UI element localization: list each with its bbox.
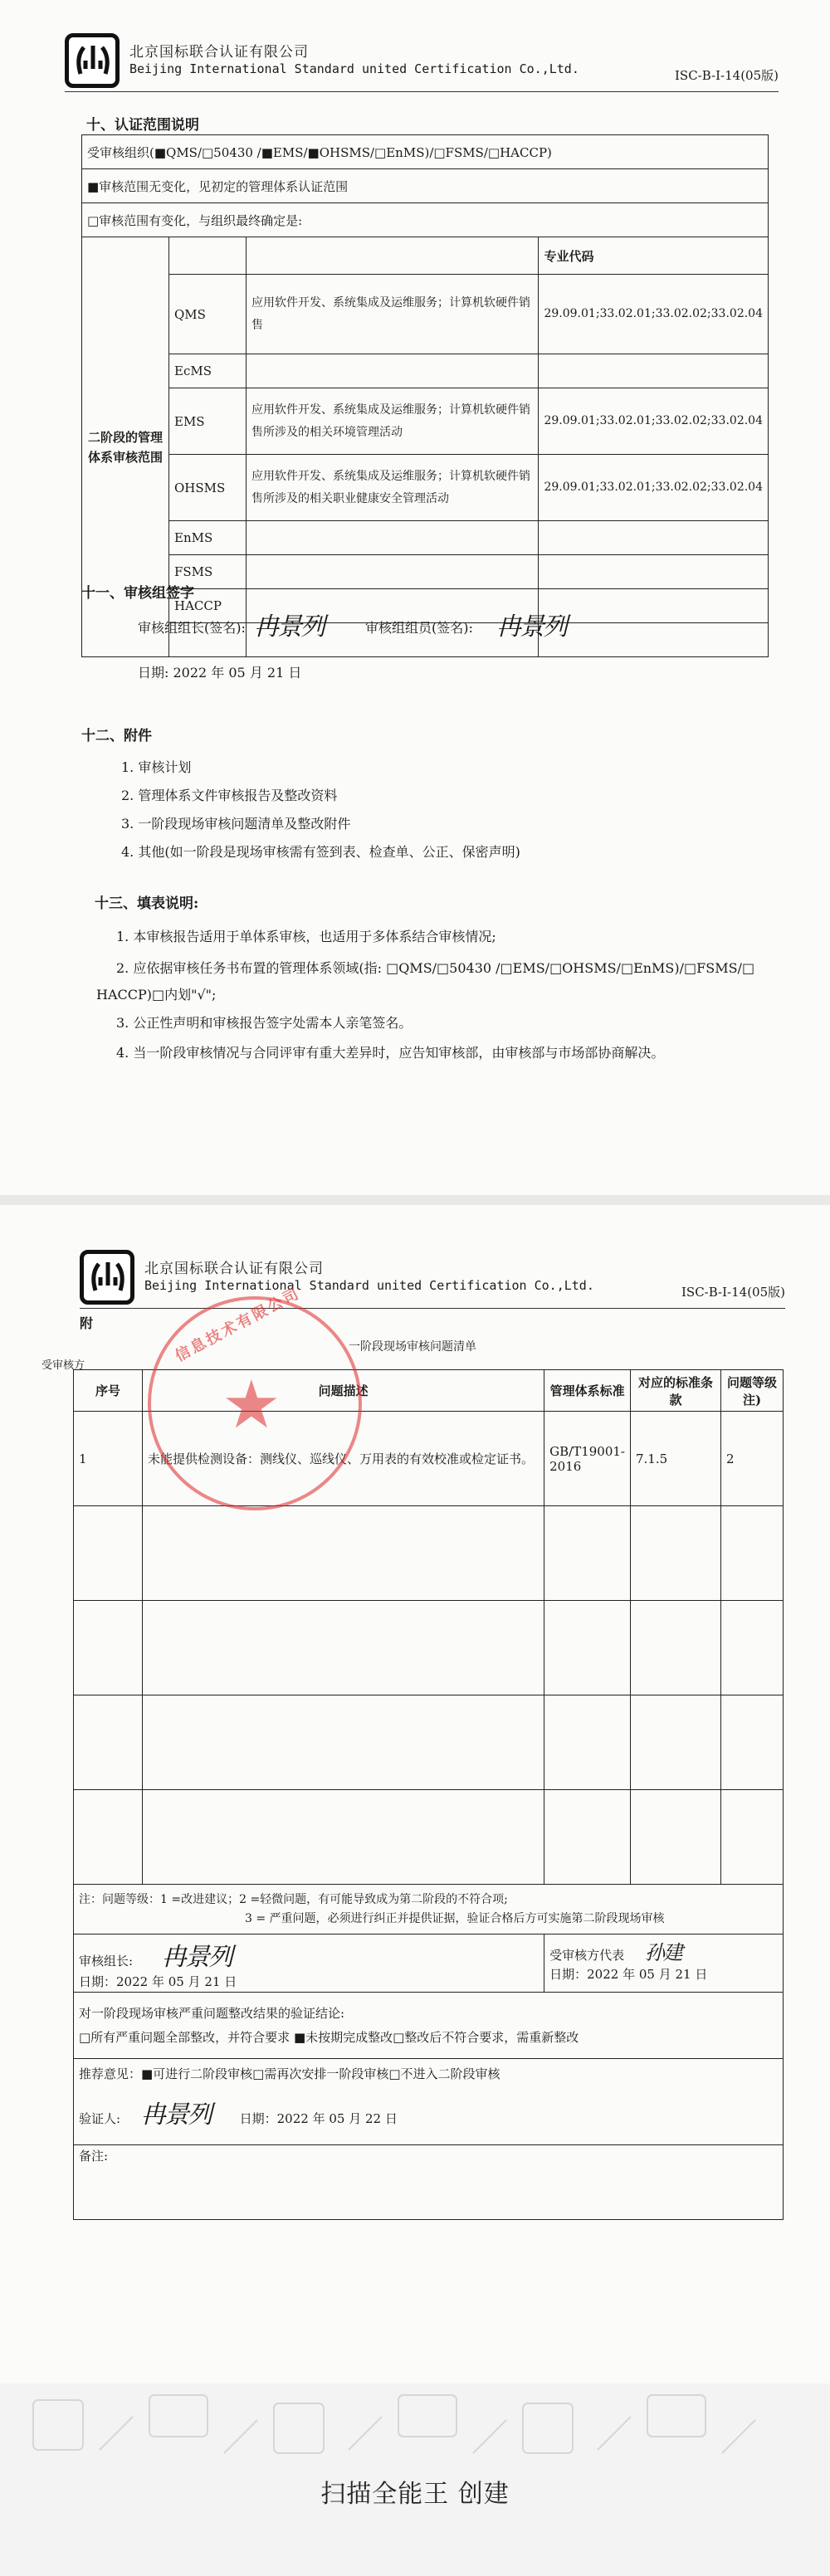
verifier-label: 验证人: bbox=[79, 2111, 121, 2126]
company-name-en: Beijing International Standard united Certification Co.,Ltd. bbox=[129, 61, 579, 76]
leader-signature: 冉景列 bbox=[254, 612, 324, 642]
system-code: 29.09.01;33.02.01;33.02.02;33.02.04 bbox=[539, 275, 769, 354]
system-code: 29.09.01;33.02.01;33.02.02;33.02.04 bbox=[539, 388, 769, 455]
column-header: 对应的标准条款 bbox=[631, 1370, 721, 1412]
rep-label: 受审核方代表 bbox=[549, 1948, 625, 1963]
system-name: FSMS bbox=[169, 555, 247, 589]
footer-pattern-icon bbox=[0, 2383, 830, 2466]
issue-desc: 未能提供检测设备：测线仪、巡线仪、万用表的有效校准或检定证书。 bbox=[143, 1412, 544, 1506]
attachment-list bbox=[121, 754, 520, 866]
issue-level bbox=[721, 1601, 784, 1695]
auditee-label: 受审核方 bbox=[42, 1359, 85, 1372]
verifier-date: 日期：2022 年 05 月 22 日 bbox=[239, 2111, 398, 2126]
issue-standard bbox=[544, 1695, 631, 1790]
system-name: QMS bbox=[169, 275, 247, 354]
company-name-cn: 北京国标联合认证有限公司 bbox=[129, 44, 309, 61]
company-logo bbox=[80, 1250, 134, 1305]
system-code: 29.09.01;33.02.01;33.02.02;33.02.04 bbox=[539, 455, 769, 521]
system-code bbox=[539, 521, 769, 555]
note-item: HACCP)□内划"√"; bbox=[96, 987, 217, 1003]
issue-desc bbox=[143, 1790, 544, 1885]
issue-no bbox=[74, 1506, 143, 1601]
attach-label: 附 bbox=[80, 1315, 94, 1331]
list-item: 3. 一阶段现场审核问题清单及整改附件 bbox=[121, 816, 351, 832]
page-header bbox=[65, 33, 779, 100]
rep-signature: 孙建 bbox=[644, 1941, 681, 1964]
issue-clause: 7.1.5 bbox=[631, 1412, 721, 1506]
table-row bbox=[74, 1695, 784, 1790]
issue-no: 1 bbox=[74, 1412, 143, 1506]
note-item: 1. 本审核报告适用于单体系审核，也适用于多体系结合审核情况; bbox=[116, 929, 496, 944]
leader-label: 审核组长: bbox=[79, 1954, 134, 1969]
leader-signature: 冉景列 bbox=[161, 1943, 232, 1972]
recommend-cell bbox=[74, 2059, 784, 2145]
scope-table bbox=[81, 134, 769, 657]
rep-sign-cell bbox=[544, 1934, 784, 1993]
issue-no bbox=[74, 1790, 143, 1885]
recommend-text: 推荐意见：■可进行二阶段审核□需再次安排一阶段审核□不进入二阶段审核 bbox=[79, 2066, 500, 2081]
org-row: 受审核组织(■QMS/□50430 /■EMS/■OHSMS/□EnMS)/□FSMS/□HACCP) bbox=[82, 135, 769, 169]
header-rule bbox=[80, 1308, 785, 1309]
system-scope bbox=[247, 555, 539, 589]
note-item: 2. 应依据审核任务书布置的管理体系领域(指: □QMS/□50430 /□EMS/□OHSMS/□EnMS)/□FSMS/□ bbox=[116, 960, 755, 976]
system-code bbox=[539, 555, 769, 589]
no-change-row: ■审核范围无变化，见初定的管理体系认证范围 bbox=[82, 169, 769, 203]
issue-clause bbox=[631, 1790, 721, 1885]
system-scope: 应用软件开发、系统集成及运维服务；计算机软硬件销售所涉及的相关职业健康安全管理活动 bbox=[247, 455, 539, 521]
rep-date: 日期：2022 年 05 月 21 日 bbox=[549, 1967, 708, 1982]
issue-clause bbox=[631, 1506, 721, 1601]
issue-standard bbox=[544, 1506, 631, 1601]
stamp-star-icon: ★ bbox=[222, 1366, 281, 1443]
column-header: 问题等级注) bbox=[721, 1370, 784, 1412]
issue-standard bbox=[544, 1601, 631, 1695]
column-header: 问题描述 bbox=[143, 1370, 544, 1412]
note-item: 3. 公正性声明和审核报告签字处需本人亲笔签名。 bbox=[116, 1015, 413, 1031]
section-11-title: 十一、审核组签字 bbox=[81, 585, 194, 602]
issue-desc bbox=[143, 1695, 544, 1790]
issue-no bbox=[74, 1601, 143, 1695]
sign-date: 日期: 2022 年 05 月 21 日 bbox=[138, 665, 302, 681]
header-rule bbox=[65, 91, 779, 92]
list-item: 4. 其他(如一阶段是现场审核需有签到表、检查单、公正、保密声明) bbox=[121, 844, 520, 860]
system-name: EcMS bbox=[169, 354, 247, 388]
page-one bbox=[0, 0, 830, 1195]
table-row bbox=[74, 1506, 784, 1601]
issue-desc bbox=[143, 1601, 544, 1695]
issue-standard bbox=[544, 1790, 631, 1885]
table-row bbox=[74, 1790, 784, 1885]
system-name: EMS bbox=[169, 388, 247, 455]
issue-level bbox=[721, 1790, 784, 1885]
grade-note-line: 注：问题等级：1 =改进建议；2 =轻微问题，有可能导致成为第二阶段的不符合项; bbox=[79, 1893, 508, 1907]
scanner-brand: 扫描全能王 创建 bbox=[320, 2480, 510, 2509]
column-header: 管理体系标准 bbox=[544, 1370, 631, 1412]
system-scope bbox=[247, 521, 539, 555]
system-code bbox=[539, 354, 769, 388]
section-12-title: 十二、附件 bbox=[81, 728, 152, 744]
issue-level bbox=[721, 1695, 784, 1790]
verification-cell bbox=[74, 1993, 784, 2059]
verifier-signature: 冉景列 bbox=[140, 2100, 211, 2130]
system-code bbox=[539, 589, 769, 623]
page-gap bbox=[0, 1195, 830, 1205]
company-name-cn: 北京国标联合认证有限公司 bbox=[144, 1261, 324, 1277]
column-header: 序号 bbox=[74, 1370, 143, 1412]
section-13-title: 十三、填表说明: bbox=[95, 895, 199, 912]
company-logo bbox=[65, 33, 120, 88]
system-scope: 应用软件开发、系统集成及运维服务；计算机软硬件销售 bbox=[247, 275, 539, 354]
system-name: OHSMS bbox=[169, 455, 247, 521]
issue-table bbox=[73, 1369, 784, 2220]
page-two bbox=[0, 1205, 830, 2383]
grade-note bbox=[74, 1885, 784, 1934]
page-header bbox=[80, 1250, 785, 1316]
system-scope: 应用软件开发、系统集成及运维服务；计算机软硬件销售所涉及的相关环境管理活动 bbox=[247, 388, 539, 455]
stage2-label: 二阶段的管理体系审核范围 bbox=[82, 237, 169, 657]
change-row: □审核范围有变化，与组织最终确定是: bbox=[82, 203, 769, 237]
issue-standard: GB/T19001-2016 bbox=[544, 1412, 631, 1506]
list-item: 2. 管理体系文件审核报告及整改资料 bbox=[121, 788, 338, 803]
leader-date: 日期：2022 年 05 月 21 日 bbox=[79, 1974, 237, 1989]
list-item: 1. 审核计划 bbox=[121, 759, 192, 775]
issue-no bbox=[74, 1695, 143, 1790]
leader-sign-label: 审核组组长(签名): bbox=[138, 620, 246, 636]
leader-sign-cell bbox=[74, 1934, 544, 1993]
verify-title: 对一阶段现场审核严重问题整改结果的验证结论: bbox=[79, 2006, 345, 2021]
note-item: 4. 当一阶段审核情况与合同评审有重大差异时，应告知审核部，由审核部与市场部协商解决。 bbox=[116, 1045, 665, 1061]
company-stamp bbox=[148, 1284, 362, 1510]
stamp-text: 信息技术有限公司 bbox=[172, 1284, 304, 1366]
table-row bbox=[74, 1601, 784, 1695]
issue-desc bbox=[143, 1506, 544, 1601]
issue-level: 2 bbox=[721, 1412, 784, 1506]
specialty-code-header: 专业代码 bbox=[539, 237, 769, 275]
verify-text: □所有严重问题全部整改，并符合要求 ■未按期完成整改□整改后不符合要求，需重新整改 bbox=[79, 2029, 579, 2045]
company-name-en: Beijing International Standard united Certification Co.,Ltd. bbox=[144, 1278, 594, 1293]
remark-label: 备注: bbox=[74, 2145, 784, 2220]
system-scope bbox=[247, 354, 539, 388]
scanner-footer bbox=[0, 2383, 830, 2576]
system-name: EnMS bbox=[169, 521, 247, 555]
issue-clause bbox=[631, 1601, 721, 1695]
document-code: ISC-B-I-14(05版) bbox=[681, 1285, 785, 1300]
grade-note-line: 3 = 严重问题，必须进行纠正并提供证据，验证合格后方可实施第二阶段现场审核 bbox=[245, 1911, 665, 1925]
system-name: HACCP bbox=[169, 589, 247, 623]
issue-level bbox=[721, 1506, 784, 1601]
document-code: ISC-B-I-14(05版) bbox=[675, 68, 779, 83]
member-signature: 冉景列 bbox=[496, 612, 566, 642]
issue-clause bbox=[631, 1695, 721, 1790]
section-10-title: 十、认证范围说明 bbox=[86, 117, 199, 134]
member-sign-label: 审核组组员(签名): bbox=[365, 620, 473, 636]
issue-list-title: 一阶段现场审核问题清单 bbox=[349, 1340, 476, 1354]
